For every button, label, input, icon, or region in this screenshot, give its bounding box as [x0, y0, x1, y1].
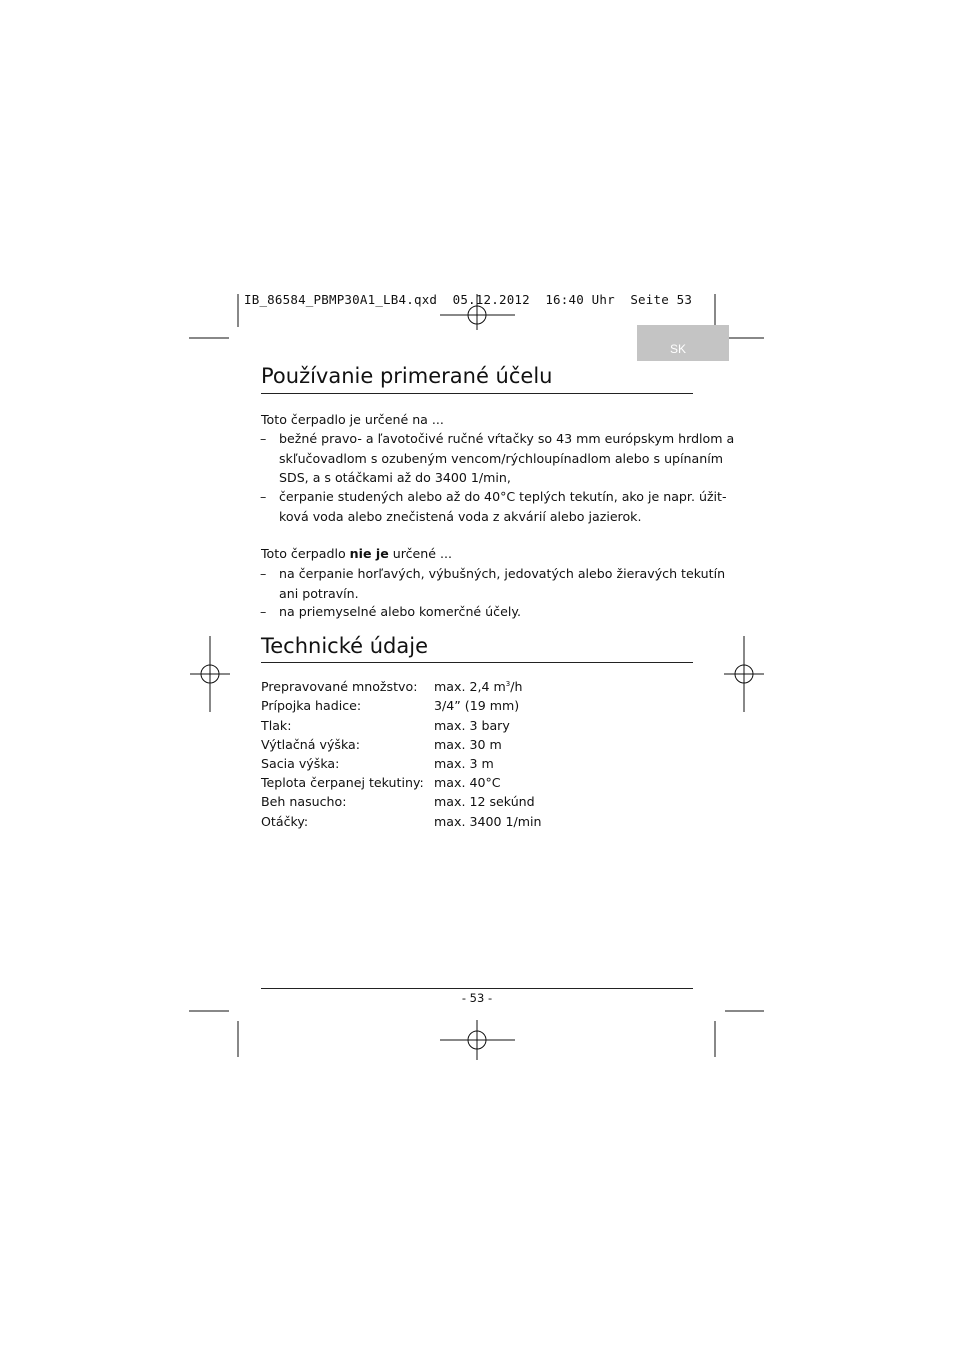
spec-label: Prepravované množstvo:	[261, 679, 418, 694]
spec-label: Otáčky:	[261, 814, 309, 829]
spec-value: max. 30 m	[434, 737, 502, 752]
intro-text-not-intended	[261, 544, 452, 563]
spec-value: max. 12 sekúnd	[434, 794, 535, 809]
spec-label: Výtlačná výška:	[261, 737, 361, 752]
spec-label: Beh nasucho:	[261, 794, 347, 809]
list-item-line: ani potravín.	[279, 585, 359, 601]
title-rule	[261, 393, 693, 394]
footer-rule	[261, 988, 693, 989]
section-title-intended-use: Používanie primerané účelu	[261, 364, 553, 388]
list-item-line: na priemyselné alebo komerčné účely.	[279, 604, 521, 619]
slug-file: IB_86584_PBMP30A1_LB4.qxd	[244, 292, 438, 307]
list-item-line: na čerpanie horľavých, výbušných, jedovatých alebo žieravých tekutín	[279, 566, 726, 581]
page-number: - 53 -	[461, 991, 493, 1005]
language-tab	[637, 325, 729, 361]
language-tab-label: SK	[670, 342, 687, 356]
spec-label: Teplota čerpanej tekutiny:	[261, 775, 424, 790]
spec-row	[261, 679, 701, 698]
spec-label: Prípojka hadice:	[261, 698, 362, 713]
list-item-line: čerpanie studených alebo až do 40°C teplých tekutín, ako je napr. úžit-	[279, 489, 727, 504]
slug-time: 16:40 Uhr	[545, 292, 615, 307]
list-item-line: bežné pravo- a ľavotočivé ručné vŕtačky so 43 mm európskym hrdlom a	[279, 431, 735, 446]
spec-row	[261, 794, 701, 813]
list-item-line: SDS, a s otáčkami až do 3400 1/min,	[279, 470, 511, 485]
spec-row	[261, 737, 701, 756]
spec-row	[261, 698, 701, 717]
list-item: – na priemyselné alebo komerčné účely.	[261, 602, 521, 622]
list-item: – čerpanie studených alebo až do 40°C teplých tekutín, ako je napr. úžit- ková voda alebo znečistená voda z akvárií alebo jazierok.	[261, 487, 727, 526]
intro2-pre: Toto čerpadlo	[261, 546, 350, 561]
spec-value: max. 40°C	[434, 775, 501, 790]
list-item-line: skľučovadlom s ozubeným vencom/rýchloupínadlom alebo s upínaním	[279, 450, 723, 466]
title-rule	[261, 662, 693, 663]
spec-row	[261, 775, 701, 794]
spec-row	[261, 756, 701, 775]
spec-value: 3/4” (19 mm)	[434, 698, 520, 713]
spec-value: max. 2,4 $m^3/h$	[434, 679, 523, 694]
intro2-post: určené ...	[388, 546, 453, 561]
list-item: – bežné pravo- a ľavotočivé ručné vŕtačky so 43 mm európskym hrdlom a skľučovadlom s ozubeným vencom/rýchloupínadlom alebo s upínaním SDS, a s otáčkami až do 3400 1/min,	[261, 429, 734, 488]
intro-text: Toto čerpadlo je určené na ...	[261, 412, 444, 427]
list-item-line: ková voda alebo znečistená voda z akvárií alebo jazierok.	[279, 508, 642, 524]
spec-label: Sacia výška:	[261, 756, 340, 771]
slug-page: Seite 53	[630, 292, 693, 307]
spec-row	[261, 718, 701, 737]
intro2-bold: nie je	[349, 546, 389, 561]
list-item: – na čerpanie horľavých, výbušných, jedovatých alebo žieravých tekutín ani potravín.	[261, 564, 725, 603]
spec-label: Tlak:	[261, 718, 292, 733]
spec-row	[261, 814, 701, 833]
spec-value: max. 3 m	[434, 756, 494, 771]
spec-value: max. 3 bary	[434, 718, 510, 733]
slug-date: 05.12.2012	[452, 292, 530, 307]
section-title-technical-data: Technické údaje	[261, 634, 428, 658]
spec-value: max. 3400 1/min	[434, 814, 542, 829]
